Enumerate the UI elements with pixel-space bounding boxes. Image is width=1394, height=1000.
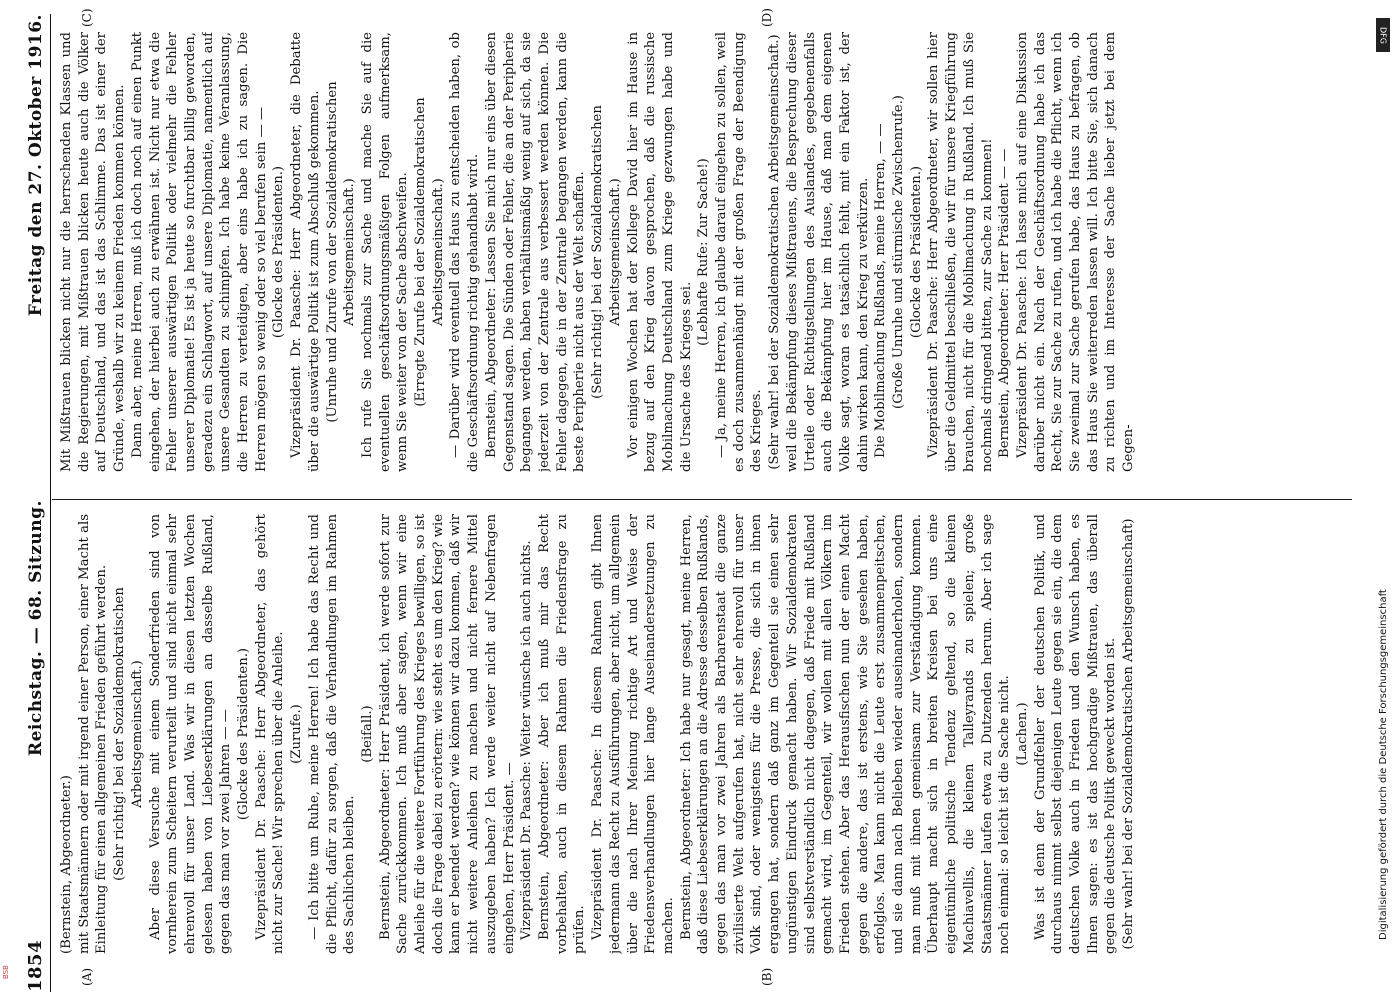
interjection: (Große Unruhe und stürmische Zwischenrufe.) xyxy=(891,95,907,409)
paragraph: Vizepräsident Dr. Paasche: In diesem Rahmen gibt Ihnen jedermann das Recht zu Ausführungen, aber nicht, um allgemein über die nach Ihrer Meinung richtige Art und Weise der Friedensverhandlungen hier lange Auseinandersetzungen zu machen. xyxy=(590,514,676,954)
margin-marker-a: (A) xyxy=(80,967,94,986)
interjection: (Lebhafte Rufe: Zur Sache!) xyxy=(696,158,712,346)
interjection: (Glocke des Präsidenten.) xyxy=(908,165,924,339)
paragraph: — Ja, meine Herren, ich glaube darauf eingehen zu sollen, weil es doch zusammenhängt mit der großen Frage der Beendigung des Krieges. xyxy=(714,32,765,472)
interjection: (Erregte Zurufe bei der Sozialdemokratischen Arbeitsgemeinschaft.) xyxy=(413,97,446,407)
interjection: (Lachen.) xyxy=(1014,702,1030,766)
interjection: (Sehr wahr! bei der Sozialdemokratischen Arbeitsgemeinschaft.) xyxy=(767,34,783,470)
digitization-credit xyxy=(1368,40,1389,960)
paragraph: Bernstein, Abgeordneter: Herr Präsident, ich werde sofort zur Sache zurückkommen. Ich muß aber sagen, wenn wir eine Anleihe für die weitere Fortführung des Krieges bewilligen, so ist doch die Frage dabei zu erörtern: wie steht es um den Krieg? wie kann er beendet werden? wie können wir dazu kommen, daß wir nicht weitere Anleihen zu machen und nicht fernere Mittel auszugeben haben? Ich werde weiter nicht auf Nebenfragen eingehen, Herr Präsident. — xyxy=(377,514,517,954)
interjection: (Glocke des Präsidenten.) xyxy=(271,165,287,339)
paragraph: Ich rufe Sie nochmals zur Sache und mache Sie auf die eventuellen geschäftsordnungsmäßigen Folgen aufmerksam, wenn Sie weiter von der Sache abschweifen. xyxy=(359,32,411,472)
bsb-mark: BSB xyxy=(2,965,10,979)
dfg-logo: DFG xyxy=(1376,18,1390,52)
interjection: (Sehr richtig! bei der Sozialdemokratischen Arbeitsgemeinschaft.) xyxy=(590,105,623,399)
interjection: (Beifall.) xyxy=(359,705,375,763)
header-rule xyxy=(50,14,51,992)
column-divider xyxy=(52,499,1352,500)
paragraph: — Darüber wird eventuell das Haus zu entscheiden haben, ob die Geschäftsordnung richtig gehandhabt wird. xyxy=(448,32,482,472)
page-header xyxy=(18,14,46,992)
paragraph: Dann aber, meine Herren, muß ich doch noch auf einen Punkt eingehen, der hierbei auch zu erwähnen ist. Nicht nur etwa die Fehler unserer auswärtigen Politik oder vielmehr die Fehler unserer Diplomatie! Es ist ja heute so furchtbar billig geworden, geradezu ein Schlagwort, auf unsere Diplomatie, namentlich auf unsere Gesandten zu schimpfen. Ich habe keine Veranlassung, die Herren zu verteidigen, aber eins habe ich zu sagen. Die Herren mögen so wenig oder so viel berufen sein — — xyxy=(129,32,269,472)
paragraph: Bernstein, Abgeordneter: Ich habe nur gesagt, meine Herren, daß diese Liebeserklärungen an die Adresse desselben Rußlands, gegen das man vor zwei Jahren als Barbarenstaat die ganze zivilisierte Welt aufgerufen hat, nicht sehr ehrenvoll für unser Volk sind, oder wenigstens für die Presse, die sich in ihnen ergangen hat, sondern daß ganz im Gegenteil sie einen sehr ungünstigen Eindruck gemacht haben. Wir Sozialdemokraten sind selbstverständlich nicht dagegen, daß Friede mit Rußland gemacht wird, im Gegenteil, wir wollen mit allen Völkern im Frieden stehen. Aber das Herausfischen nun der einen Macht gegen die andere, das ist erstens, wie Sie gesehen haben, erfolglos. Man kann nicht die Leute erst zusammenpeitschen, und sie dann nach Belieben wieder auseinanderholen, sondern man muß mit ihnen gemeinsam zur Verständigung kommen. Überhaupt macht sich in breiten Kreisen bei uns eine eigentümliche politische Tendenz geltend, so die kleinen Machiavellis, die kleinen Talleyrands zu spielen; große Staatsmänner laufen etwa zu Dutzenden herum. Aber ich sage noch einmal: so leicht ist die Sache nicht. xyxy=(678,514,1013,954)
paragraph: Vizepräsident Dr. Paasche: Herr Abgeordneter, wir sollen hier über die Geldmittel beschließen, die wir für unsere Kriegführung brauchen, nicht für die Mobilmachung in Rußland. Ich muß Sie nochmals dringend bitten, zur Sache zu kommen! xyxy=(926,32,995,472)
paragraph: weil die Bekämpfung dieses Mißtrauens, die Besprechung dieser Urteile oder Richtigstellungen des Auslandes, gegebenenfalls auch die Bekämpfung hier im Hause, daß man dem eigenen Volke sagt, woran es tatsächlich fehlt, mit ein Faktor ist, der dahin wirken kann, den Krieg zu verkürzen. xyxy=(784,32,871,472)
interjection: (Sehr richtig! bei der Sozialdemokratischen Arbeitsgemeinschaft.) xyxy=(112,587,145,881)
paragraph: Bernstein, Abgeordneter: Herr Präsident — — xyxy=(997,148,1013,458)
page-number: 1854 xyxy=(25,939,46,992)
paragraph: Was ist denn der Grundfehler der deutschen Politik, und durchaus nimmt selbst diejenigen Leute gegen sie ein, die dem deutschen Volke auch in Frieden und den Wunsch haben, es Ihnen sagen: es ist das hochgradige Mißtrauen, das überall gegen die deutsche Politik geweckt worden ist. xyxy=(1032,514,1119,954)
paragraph: Vizepräsident Dr. Paasche: Ich lasse mich auf eine Diskussion darüber nicht ein. Nach der Geschäftsordnung habe ich das Recht, Sie zur Sache zu rufen, und ich habe die Pflicht, wenn ich Sie zweimal zur Sache gerufen habe, das Haus zu befragen, ob das Haus Sie weiterreden lassen will. Ich bitte Sie, sich danach zu richten und im Interesse der Sache lieber jetzt bei dem Gegen- xyxy=(1014,32,1137,472)
credit-text: Digitalisierung gefördert durch die Deutsche Forschungsgemeinschaft xyxy=(1378,589,1389,940)
paragraph: Bernstein, Abgeordneter: Aber ich muß mir das Recht vorbehalten, auch in diesem Rahmen die Friedensfrage zu prüfen. xyxy=(536,514,588,954)
session-date: Freitag den 27. Oktober 1916. xyxy=(26,14,46,317)
margin-marker-d: (D) xyxy=(760,8,774,27)
paragraph: Vizepräsident Dr. Paasche: Herr Abgeordneter, das gehört nicht zur Sache! Wir sprechen über die Anleihe. xyxy=(253,514,287,954)
paragraph: (Bernstein, Abgeordneter.) xyxy=(59,775,74,954)
interjection: (Unruhe und Zurufe von der Sozialdemokratischen Arbeitsgemeinschaft.) xyxy=(324,81,358,423)
margin-marker-c: (C) xyxy=(80,8,94,27)
paragraph: Vor einigen Wochen hat der Kollege David hier im Hause in bezug auf den Krieg davon gesprochen, daß die russische Mobilmachung Deutschland zum Kriege gezwungen habe und die Ursache des Krieges sei. xyxy=(625,32,694,472)
session-title: Reichstag. — 68. Sitzung. xyxy=(26,500,46,757)
paragraph: Vizepräsident Dr. Paasche: Weiter wünsche ich auch nichts. xyxy=(519,540,535,940)
interjection: (Sehr wahr! bei der Sozialdemokratischen Arbeitsgemeinschaft) xyxy=(1121,518,1137,950)
paragraph: Bernstein, Abgeordneter: Lassen Sie mich nur eins über diesen Gegenstand sagen. Die Sünden oder Fehler, die an der Peripherie begangen werden, haben verhältnismäßig wenig auf sich, da sie jederzeit von der Zentrale aus verbessert werden können. Die Fehler dagegen, die in der Zentrale begangen werden, kann die beste Peripherie nicht aus der Welt schaffen. xyxy=(483,32,588,472)
left-column xyxy=(58,514,1352,954)
paragraph: mit Staatsmännern oder mit irgend einer Person, einer Macht als Einleitung für einen allgemeinen Frieden geführt werden. xyxy=(76,514,110,954)
paragraph: Vizepräsident Dr. Paasche: Herr Abgeordneter, die Debatte über die auswärtige Politik ist zum Abschluß gekommen. xyxy=(289,32,322,472)
paragraph: Mit Mißtrauen blicken nicht nur die herrschenden Klassen und die Regierungen, mit Mißtrauen blicken heute auch die Völker auf Deutschland, und das ist das Schlimme. Das ist einer der Gründe, weshalb wir zu keinem Frieden kommen können. xyxy=(59,32,128,472)
paragraph: Aber diese Versuche mit einem Sonderfrieden sind von vornherein zum Scheitern verurteilt und sind nicht einmal sehr ehrenvoll für unser Land. Was wir in diesen letzten Wochen gelesen haben von Liebeserklärungen an dasselbe Rußland, gegen das man vor zwei Jahren — — xyxy=(147,514,234,954)
interjection: (Glocke des Präsidenten.) xyxy=(236,647,252,821)
right-column xyxy=(58,32,1352,472)
margin-marker-b: (B) xyxy=(760,967,774,986)
paragraph: — Ich bitte um Ruhe, meine Herren! Ich habe das Recht und die Pflicht, dafür zu sorgen, daß die Verhandlungen im Rahmen des Sachlichen bleiben. xyxy=(306,514,358,954)
paragraph: Die Mobilmachung Rußlands, meine Herren, — — xyxy=(873,123,889,458)
interjection: (Zurufe.) xyxy=(289,704,305,764)
